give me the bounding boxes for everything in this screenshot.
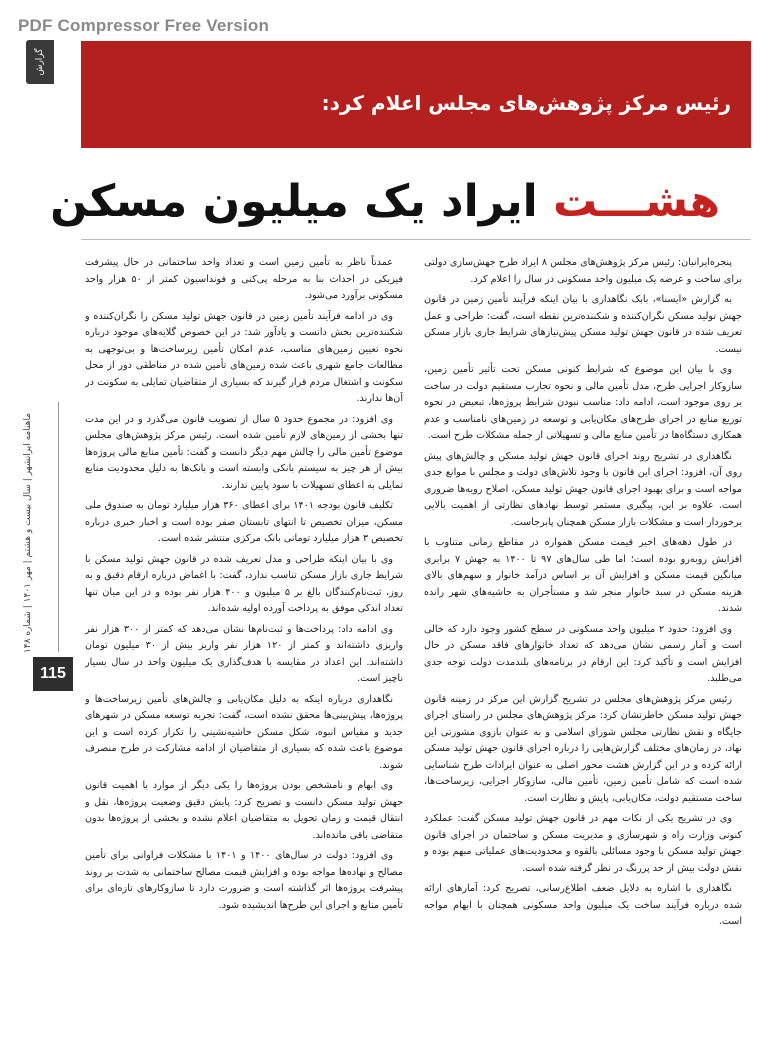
paragraph: وی ابهام و نامشخص بودن پروژه‌ها را یکی دیگر از موارد با اهمیت قانون جهش تولید مسکن دانست و تصریح کرد: پایش دقیق وضعیت پروژه‌ها، نقل و انتقال قیمت و زمان تحویل به متقاضیان اعلام نشده و بخشی از پروژه‌ها بدون متقاضی باقی مانده‌اند. — [85, 780, 403, 841]
paragraph: عمدتاً ناظر به تأمین زمین است و تعداد واحد ساختمانی در حال پیشرفت فیزیکی در احداث بنا به مرحله پی‌کنی و فونداسیون کمتر از ۵۰ هزار واحد مسکونی برآورد می‌شود. — [85, 257, 403, 301]
margin-issue-info: ماهنامه ایرانشهر | سال بیست و هشتم | مهر ۱۴۰۱ | شماره ۱۴۸ — [23, 412, 33, 654]
paragraph: نگاهداری با اشاره به دلایل ضعف اطلاع‌رسانی، تصریح کرد: آمارهای ارائه شده درباره فرآیند ساخت یک میلیون واحد مسکونی همچنان با ابهام مواجه است. — [424, 883, 742, 927]
paragraph: نگاهداری در تشریح روند اجرای قانون جهش تولید مسکن و چالش‌های پیش روی آن، افزود: اجرای این قانون با وجود تلاش‌های دولت و مجلس با موانع جدی مواجه است و برای بهبود اجرای قانون جهش تولید مسکن، اصلاح رویه‌ها ضروری است. علاوه بر این، پیگیری مستمر توسط نهادهای نظارتی از اهمیت بالایی برخوردار است و مشکلات بازار مسکن همچنان پابرجاست. — [424, 450, 742, 528]
paragraph: وی افزود: دولت در سال‌های ۱۴۰۰ و ۱۴۰۱ با مشکلات فراوانی برای تأمین مصالح و نهاده‌ها مواجه بوده و افزایش قیمت مصالح ساختمانی به شدت بر روند پیشرفت پروژه‌ها اثر گذاشته است و ضرورت دارد تا سازوکارهای تازه‌ای برای تأمین منابع و اجرای این طرح‌ها اندیشیده شود. — [85, 850, 403, 911]
kicker-title: رئیس مرکز پژوهش‌های مجلس اعلام کرد: — [321, 91, 731, 115]
headline-accent: هشـــت — [553, 176, 720, 227]
paragraph: وی با بیان این موضوع که شرایط کنونی مسکن تحت تأثیر تأمین زمین، سازوکار اجرایی طرح، مدل تأمین مالی و نحوه تجارب مستقیم دولت در ساخت بر روی موجود است، ادامه داد: مناسب نبودن شرایط پروژه‌ها، تبعیض در نحوه توزیع منابع در اجرای طرح‌های مکان‌یابی و توسعه در زمین‌های نامناسب و عدم همکاری دستگاه‌ها در تأمین منابع مالی و تسهیلاتی از جمله مشکلات طرح است. — [424, 364, 742, 441]
headline — [50, 176, 720, 228]
margin-rule — [58, 402, 59, 652]
paragraph: وی در تشریح یکی از نکات مهم در قانون جهش تولید مسکن گفت: عملکرد کنونی وزارت راه و شهرسازی و مدیریت مسکن و ساختمان در اجرای قانون جهش تولید مسکن با وجود مسائلی بالقوه و محدودیت‌های عملیاتی مبهم بوده و نقش دولت بیش از حد پررنگ در نظر گرفته شده است. — [424, 813, 742, 874]
paragraph: نگاهداری درباره اینکه به دلیل مکان‌یابی و چالش‌های تأمین زیرساخت‌ها و پروژه‌ها، پیش‌بینی‌ها محقق نشده است، گفت: تجربه توسعه مسکن در شهرهای جدید و مقیاس انبوه، شکل مسکن حاشیه‌نشینی را تکرار کرده است و این موضوع باعث شده که بسیاری از متقاضیان از ادامه مشارکت در طرح منصرف شوند. — [85, 693, 403, 771]
section-tab — [26, 40, 54, 84]
paragraph: پنجره‌ایرانیان: رئیس مرکز پژوهش‌های مجلس ۸ ایراد طرح جهش‌سازی دولتی برای ساخت و عرضه یک میلیون واحد مسکونی در سال را اعلام کرد. — [424, 257, 742, 285]
paragraph: در طول دهه‌های اخیر قیمت مسکن همواره در مقاطع زمانی متناوب با افزایش روبه‌رو بوده است؛ اما طی سال‌های ۹۷ تا ۱۴۰۰ به جهش ۷ برابری میانگین قیمت مسکن و افزایش آن بر اساس درآمد خانوار و سهم‌های بالای هزینه مسکن در سبد خانوار منجر شد و مستأجران به حاشیه‌های شهر رانده شدند. — [424, 537, 742, 614]
paragraph: وی با بیان اینکه طراحی و مدل تعریف شده در قانون جهش تولید مسکن با شرایط جاری بازار مسکن تناسب ندارد، گفت: با اغماض درباره ارقام دقیق و به روز، ثبت‌نام‌کنندگان بالغ بر ۵ میلیون و ۴۰۰ هزار نفر بوده و در این میان تنها تعداد اندکی موفق به پرداخت آورده اولیه شده‌اند. — [85, 553, 403, 614]
page-number: 115 — [33, 657, 73, 691]
title-divider — [81, 239, 751, 240]
headline-rest: ایراد یک میلیون مسکن — [50, 176, 554, 227]
article-column-right — [424, 255, 742, 970]
section-tab-label: گزارش — [35, 48, 45, 76]
paragraph: وی در ادامه فرآیند تأمین زمین در قانون جهش تولید مسکن را نگران‌کننده و شکننده‌ترین بخش دانست و یادآور شد: در این خصوص گلایه‌های موجود درباره نحوه تعیین زمین‌های مناسب، عدم امکان تأمین زیرساخت‌ها و بی‌توجهی به مطالعات جامع شهری باعث شده زمین‌های تأمین شده در مناطقی دور از محل سکونت و اشتغال مردم قرار گیرند که بسیاری از متقاضیان تمایلی به سکونت در آن‌ها ندارند. — [85, 310, 403, 404]
pdf-watermark: PDF Compressor Free Version — [18, 16, 270, 35]
paragraph: وی افزود: حدود ۲ میلیون واحد مسکونی در سطح کشور وجود دارد که خالی است و آمار رسمی نشان می‌دهد که تعداد خانوارهای فاقد مسکن در حال افزایش است و تأکید کرد: این ارقام در برنامه‌های بلندمدت دولت توجه جدی می‌طلبد. — [424, 623, 742, 684]
paragraph: به گزارش «ایسنا»، بابک نگاهداری با بیان اینکه فرآیند تأمین زمین در قانون جهش تولید مسکن نگران‌کننده و شکننده‌ترین نقطه است، گفت: طراحی و عمل تعریف شده در قانون جهش تولید مسکن پیش‌نیازهای شرایط جاری بازار مسکن نیست. — [424, 294, 742, 355]
article-column-left — [85, 255, 403, 977]
paragraph: وی ادامه داد: پرداخت‌ها و ثبت‌نام‌ها نشان می‌دهد که کمتر از ۳۰۰ هزار نفر واریزی داشته‌اند و کمتر از ۱۲۰ هزار نفر واریز بیش از ۳۰ میلیون تومان داشته‌اند. این اعداد در مقایسه با هدف‌گذاری یک میلیون واحد در سال بسیار ناچیز است. — [85, 623, 403, 684]
paragraph: رئیس مرکز پژوهش‌های مجلس در تشریح گزارش این مرکز در زمینه قانون جهش تولید مسکن خاطرنشان کرد: مرکز پژوهش‌های مجلس در راستای اجرای جایگاه و نقش نظارتی مجلس شورای اسلامی و به عنوان بازوی مشورتی این نهاد، در زمان‌های مختلف گزارش‌هایی را درباره اجرای قانون جهش تولید مسکن ارائه کرده و در این گزارش هشت محور اصلی به عنوان ایرادات طرح شناسایی شده است که شامل تأمین زمین، تأمین مالی، سازوکار اجرایی، زیرساخت‌ها، ساخت مستقیم دولت، مکان‌یابی، پایش و نظارت است. — [424, 693, 742, 804]
paragraph: تکلیف قانون بودجه ۱۴۰۱ برای اعطای ۳۶۰ هزار میلیارد تومان به صندوق ملی مسکن، میزان تخصیص تا انتهای تابستان صفر بوده است و اخبار خبری درباره تخصیص ۳ هزار میلیارد تومانی بانک مرکزی منتشر شده است. — [85, 500, 403, 544]
red-banner — [81, 41, 751, 148]
paragraph: وی افزود: در مجموع حدود ۵ سال از تصویب قانون می‌گذرد و در این مدت تنها بخشی از زمین‌های لازم تأمین شده است. رئیس مرکز پژوهش‌های مجلس موضوع تأمین مالی را چالش مهم دیگر دانست و گفت: تأمین منابع مالی پروژه‌ها بیش از هر چیز به سیستم بانکی وابسته است و بانک‌ها به دلیل محدودیت منابع تمایلی به اعطای تسهیلات با سود پایین ندارند. — [85, 413, 403, 491]
